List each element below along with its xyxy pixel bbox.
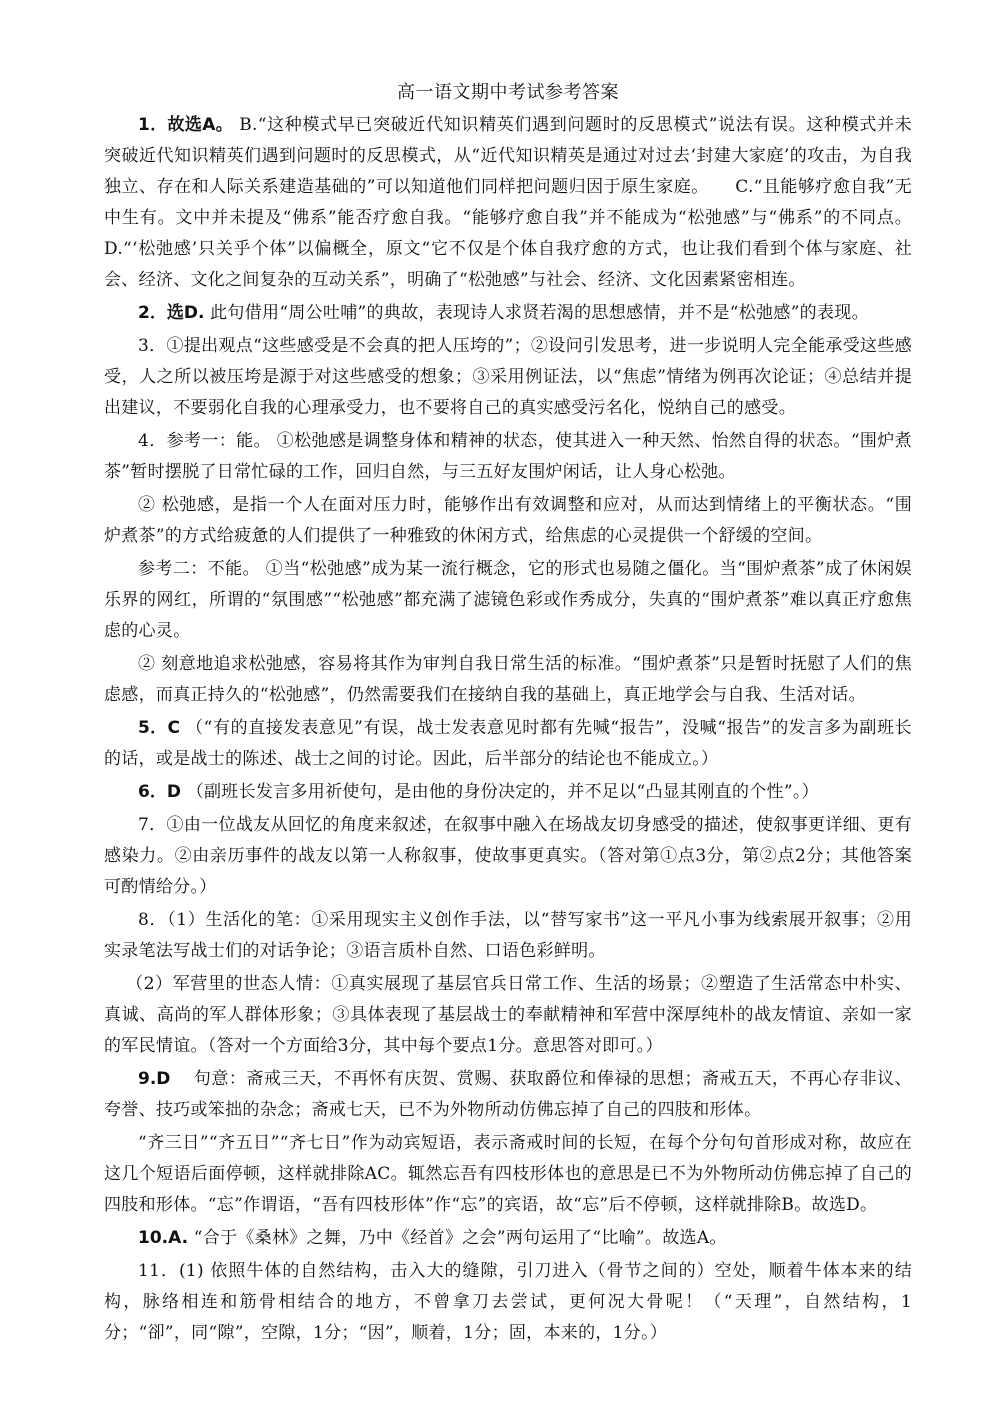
answer-4-ref1-point1-text: 4．参考一：能。 ①松弛感是调整身体和精神的状态，使其进入一种天然、怡然自得的状态。“围炉煮茶”暂时摆脱了日常忙碌的工作，回归自然，与三五好友围炉闲话，让人身心松弛。	[104, 431, 912, 482]
answer-4-ref2-point1	[104, 554, 912, 647]
answer-9-lead: 9.D	[138, 1069, 171, 1089]
answer-4-ref2-point2	[104, 649, 912, 711]
answer-2-text: 此句借用“周公吐哺”的典故，表现诗人求贤若渴的思想感情，并不是“松弛感”的表现。	[210, 303, 869, 323]
answer-7-text: 7．①由一位战友从回忆的角度来叙述，在叙事中融入在场战友切身感受的描述，使叙事更详细、更有感染力。②由亲历事件的战友以第一人称叙事，使故事更真实。（答对第①点3分，第②点2分；其他答案可酌情给分。）	[104, 815, 912, 897]
answer-5	[104, 713, 912, 775]
answer-3-text: 3．①提出观点“这些感受是不会真的把人压垮的”；②设问引发思考，进一步说明人完全能承受这些感受，人之所以被压垮是源于对这些感受的想象；③采用例证法，以“焦虑”情绪为例再次论证；④总结并提出建议，不要弱化自我的心理承受力，也不要将自己的真实感受污名化，悦纳自己的感受。	[104, 336, 912, 418]
answer-9-explanation	[104, 1128, 912, 1221]
answer-4-ref1-point2	[104, 490, 912, 552]
answer-10-text: “合于《桑林》之舞，乃中《经首》之会”两句运用了“比喻”。故选A。	[193, 1228, 727, 1248]
answer-9	[104, 1064, 912, 1126]
answer-7	[104, 810, 912, 903]
answer-8-part1-text: 8．（1）生活化的笔：①采用现实主义创作手法，以“替写家书”这一平凡小事为线索展开叙事；②用实录笔法写战士们的对话争论；③语言质朴自然、口语色彩鲜明。	[104, 910, 912, 961]
answer-4-ref2-point1-text: 参考二：不能。 ①当“松弛感”成为某一流行概念，它的形式也易随之僵化。当“围炉煮茶”成了休闲娱乐界的网红，所谓的“氛围感”“松弛感”都充满了滤镜色彩或作秀成分，失真的“围炉煮茶”难以真正疗愈焦虑的心灵。	[104, 559, 912, 641]
answer-3	[104, 331, 912, 424]
answer-1	[104, 110, 912, 296]
answer-9-explanation-text: “齐三日”“齐五日”“齐七日”作为动宾短语，表示斋戒时间的长短，在每个分句句首形成对称，故应在这几个短语后面停顿，这样就排除AC。辄然忘吾有四枝形体也的意思是已不为外物所动仿佛忘掉了自己的四肢和形体。“忘”作谓语，“吾有四枝形体”作“忘”的宾语，故“忘”后不停顿，这样就排除B。故选D。	[104, 1133, 912, 1215]
answer-8-part1	[104, 905, 912, 967]
answer-2	[104, 298, 912, 329]
answer-4-ref1-point2-text: ② 松弛感，是指一个人在面对压力时，能够作出有效调整和应对，从而达到情绪上的平衡状态。“围炉煮茶”的方式给疲惫的人们提供了一种雅致的休闲方式，给焦虑的心灵提供一个舒缓的空间。	[104, 495, 912, 546]
answer-2-lead: 2．选D.	[138, 303, 205, 323]
answer-9-text: 句意：斋戒三天，不再怀有庆贺、赏赐、获取爵位和俸禄的思想；斋戒五天，不再心存非议、夸誉、技巧或笨拙的杂念；斋戒七天，已不为外物所动仿佛忘掉了自己的四肢和形体。	[104, 1069, 912, 1120]
answer-11	[104, 1256, 912, 1349]
page-title: 高一语文期中考试参考答案	[397, 82, 619, 103]
answer-10	[104, 1223, 912, 1254]
answer-4-ref2-point2-text: ② 刻意地追求松弛感，容易将其作为审判自我日常生活的标准。“围炉煮茶”只是暂时抚慰了人们的焦虑感，而真正持久的“松弛感”，仍然需要我们在接纳自我的基础上，真正地学会与自我、生活对话。	[104, 654, 912, 705]
answer-1-lead: 1．故选A。	[138, 115, 234, 135]
answer-8-part2-text: （2）军营里的世态人情：①真实展现了基层官兵日常工作、生活的场景；②塑造了生活常态中朴实、真诚、高尚的军人群体形象；③具体表现了基层战士的奉献精神和军营中深厚纯朴的战友情谊、亲如一家的军民情谊。（答对一个方面给3分，其中每个要点1分。意思答对即可。）	[104, 974, 912, 1056]
answer-6	[104, 777, 912, 808]
answer-10-lead: 10.A.	[138, 1228, 189, 1248]
answer-8-part2	[104, 969, 912, 1062]
answer-5-lead: 5．C	[138, 718, 180, 738]
answer-1-text: B.“这种模式早已突破近代知识精英们遇到问题时的反思模式”说法有误。这种模式并未突破近代知识精英们遇到问题时的反思模式，从“近代知识精英是通过对过去‘封建大家庭’的攻击，为自我独立、存在和人际关系建造基础的”可以知道他们同样把问题归因于原生家庭。 C.“且能够疗愈自我”无中生有。文中并未提及“佛系”能否疗愈自我。“能够疗愈自我”并不能成为“松弛感”与“佛系”的不同点。D.“‘松弛感’只关乎个体”以偏概全，原文“它不仅是个体自我疗愈的方式，也让我们看到个体与家庭、社会、经济、文化之间复杂的互动关系”，明确了“松弛感”与社会、经济、文化因素紧密相连。	[104, 115, 912, 290]
answer-4-ref1-point1	[104, 426, 912, 488]
answer-6-lead: 6．D	[138, 782, 181, 802]
answer-11-text: 11．(1) 依照牛体的自然结构，击入大的缝隙，引刀进入（骨节之间的）空处，顺着牛体本来的结构，脉络相连和筋骨相结合的地方，不曾拿刀去尝试，更何况大骨呢！（“天理”，自然结构，1分；“卻”，同“隙”，空隙，1分；“因”，顺着，1分；固，本来的，1分。）	[104, 1261, 912, 1343]
answer-6-text: （副班长发言多用祈使句，是由他的身份决定的，并不足以“凸显其刚直的个性”。）	[186, 782, 819, 802]
answer-5-text: （“有的直接发表意见”有误，战士发表意见时都有先喊“报告”，没喊“报告”的发言多为副班长的话，或是战士的陈述、战士之间的讨论。因此，后半部分的结论也不能成立。）	[104, 718, 912, 769]
